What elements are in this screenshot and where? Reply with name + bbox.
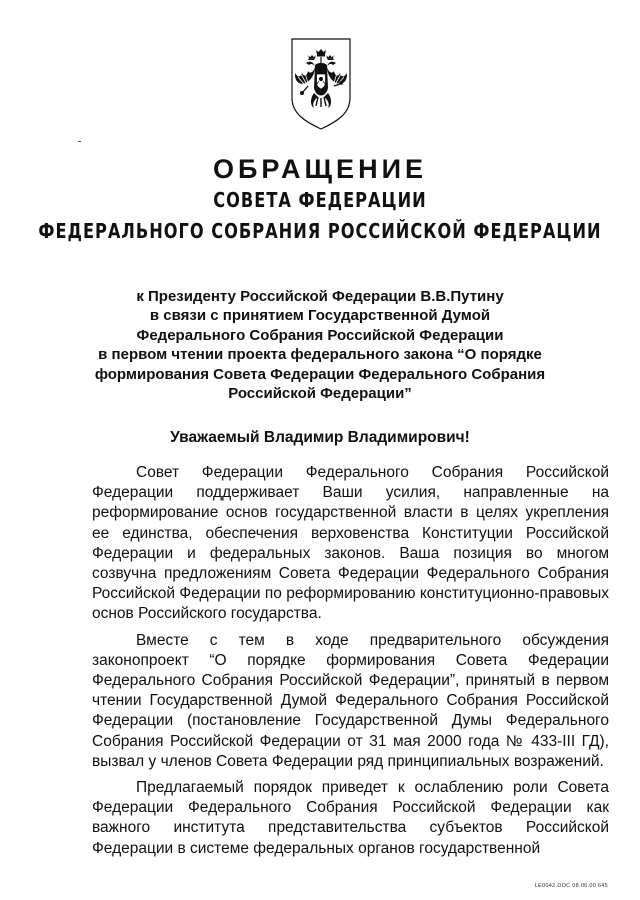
margin-mark — [78, 141, 81, 142]
addressee-line: Российской Федерации” — [228, 385, 412, 403]
document-subtitle-line1: СОВЕТА ФЕДЕРАЦИИ — [213, 188, 427, 213]
body-paragraph: Предлагаемый порядок приведет к ослаблению роли Совета Федерации Федерального Собрания Российской Федерации как важного института представительства субъектов Российской Федерации в системе федеральных органов государственной — [92, 779, 609, 857]
addressee-line: Федерального Собрания Российской Федерации — [136, 326, 504, 344]
addressee-line: в первом чтении проекта федерального закона “О порядке — [98, 346, 542, 364]
document-body — [92, 463, 609, 865]
document-title: ОБРАЩЕНИЕ — [213, 154, 427, 184]
salutation: Уважаемый Владимир Владимирович! — [170, 429, 470, 446]
addressee-line: к Президенту Российской Федерации В.В.Путину — [136, 288, 504, 305]
coat-of-arms-icon — [290, 36, 352, 132]
body-paragraph: Совет Федерации Федерального Собрания Российской Федерации поддерживает Ваши усилия, направленные на реформирование основ государственной власти в целях укрепления ее единства, обеспечения верховенства Конституции Российской Федерации и федеральных законов. Ваша позиция во многом созвучна предложениям Совета Федерации Федерального Собрания Российской Федерации по реформированию конституционно-правовых основ Российского государства. — [92, 464, 609, 623]
document-subtitle-line2: ФЕДЕРАЛЬНОГО СОБРАНИЯ РОССИЙСКОЙ ФЕДЕРАЦИИ — [38, 219, 602, 244]
addressee-line: в связи с принятием Государственной Думой — [149, 307, 491, 325]
body-paragraph: Вместе с тем в ходе предварительного обсуждения законопроект “О порядке формирования Совета Федерации Федерального Собрания Российской Федерации”, принятый в первом чтении Государственной Думой Федерального Собрания Российской Федерации (постановление Государственной Думы Федерального Собрания Российской Федерации от 31 мая 2000 года № 433-III ГД), вызвал у членов Совета Федерации ряд принципиальных возражений. — [92, 631, 609, 770]
addressee-block — [60, 287, 580, 403]
addressee-line: формирования Совета Федерации Федерального Собрания — [94, 365, 546, 383]
footer-file-code: LE0042.DOC 08.06.00 645 — [534, 883, 608, 889]
